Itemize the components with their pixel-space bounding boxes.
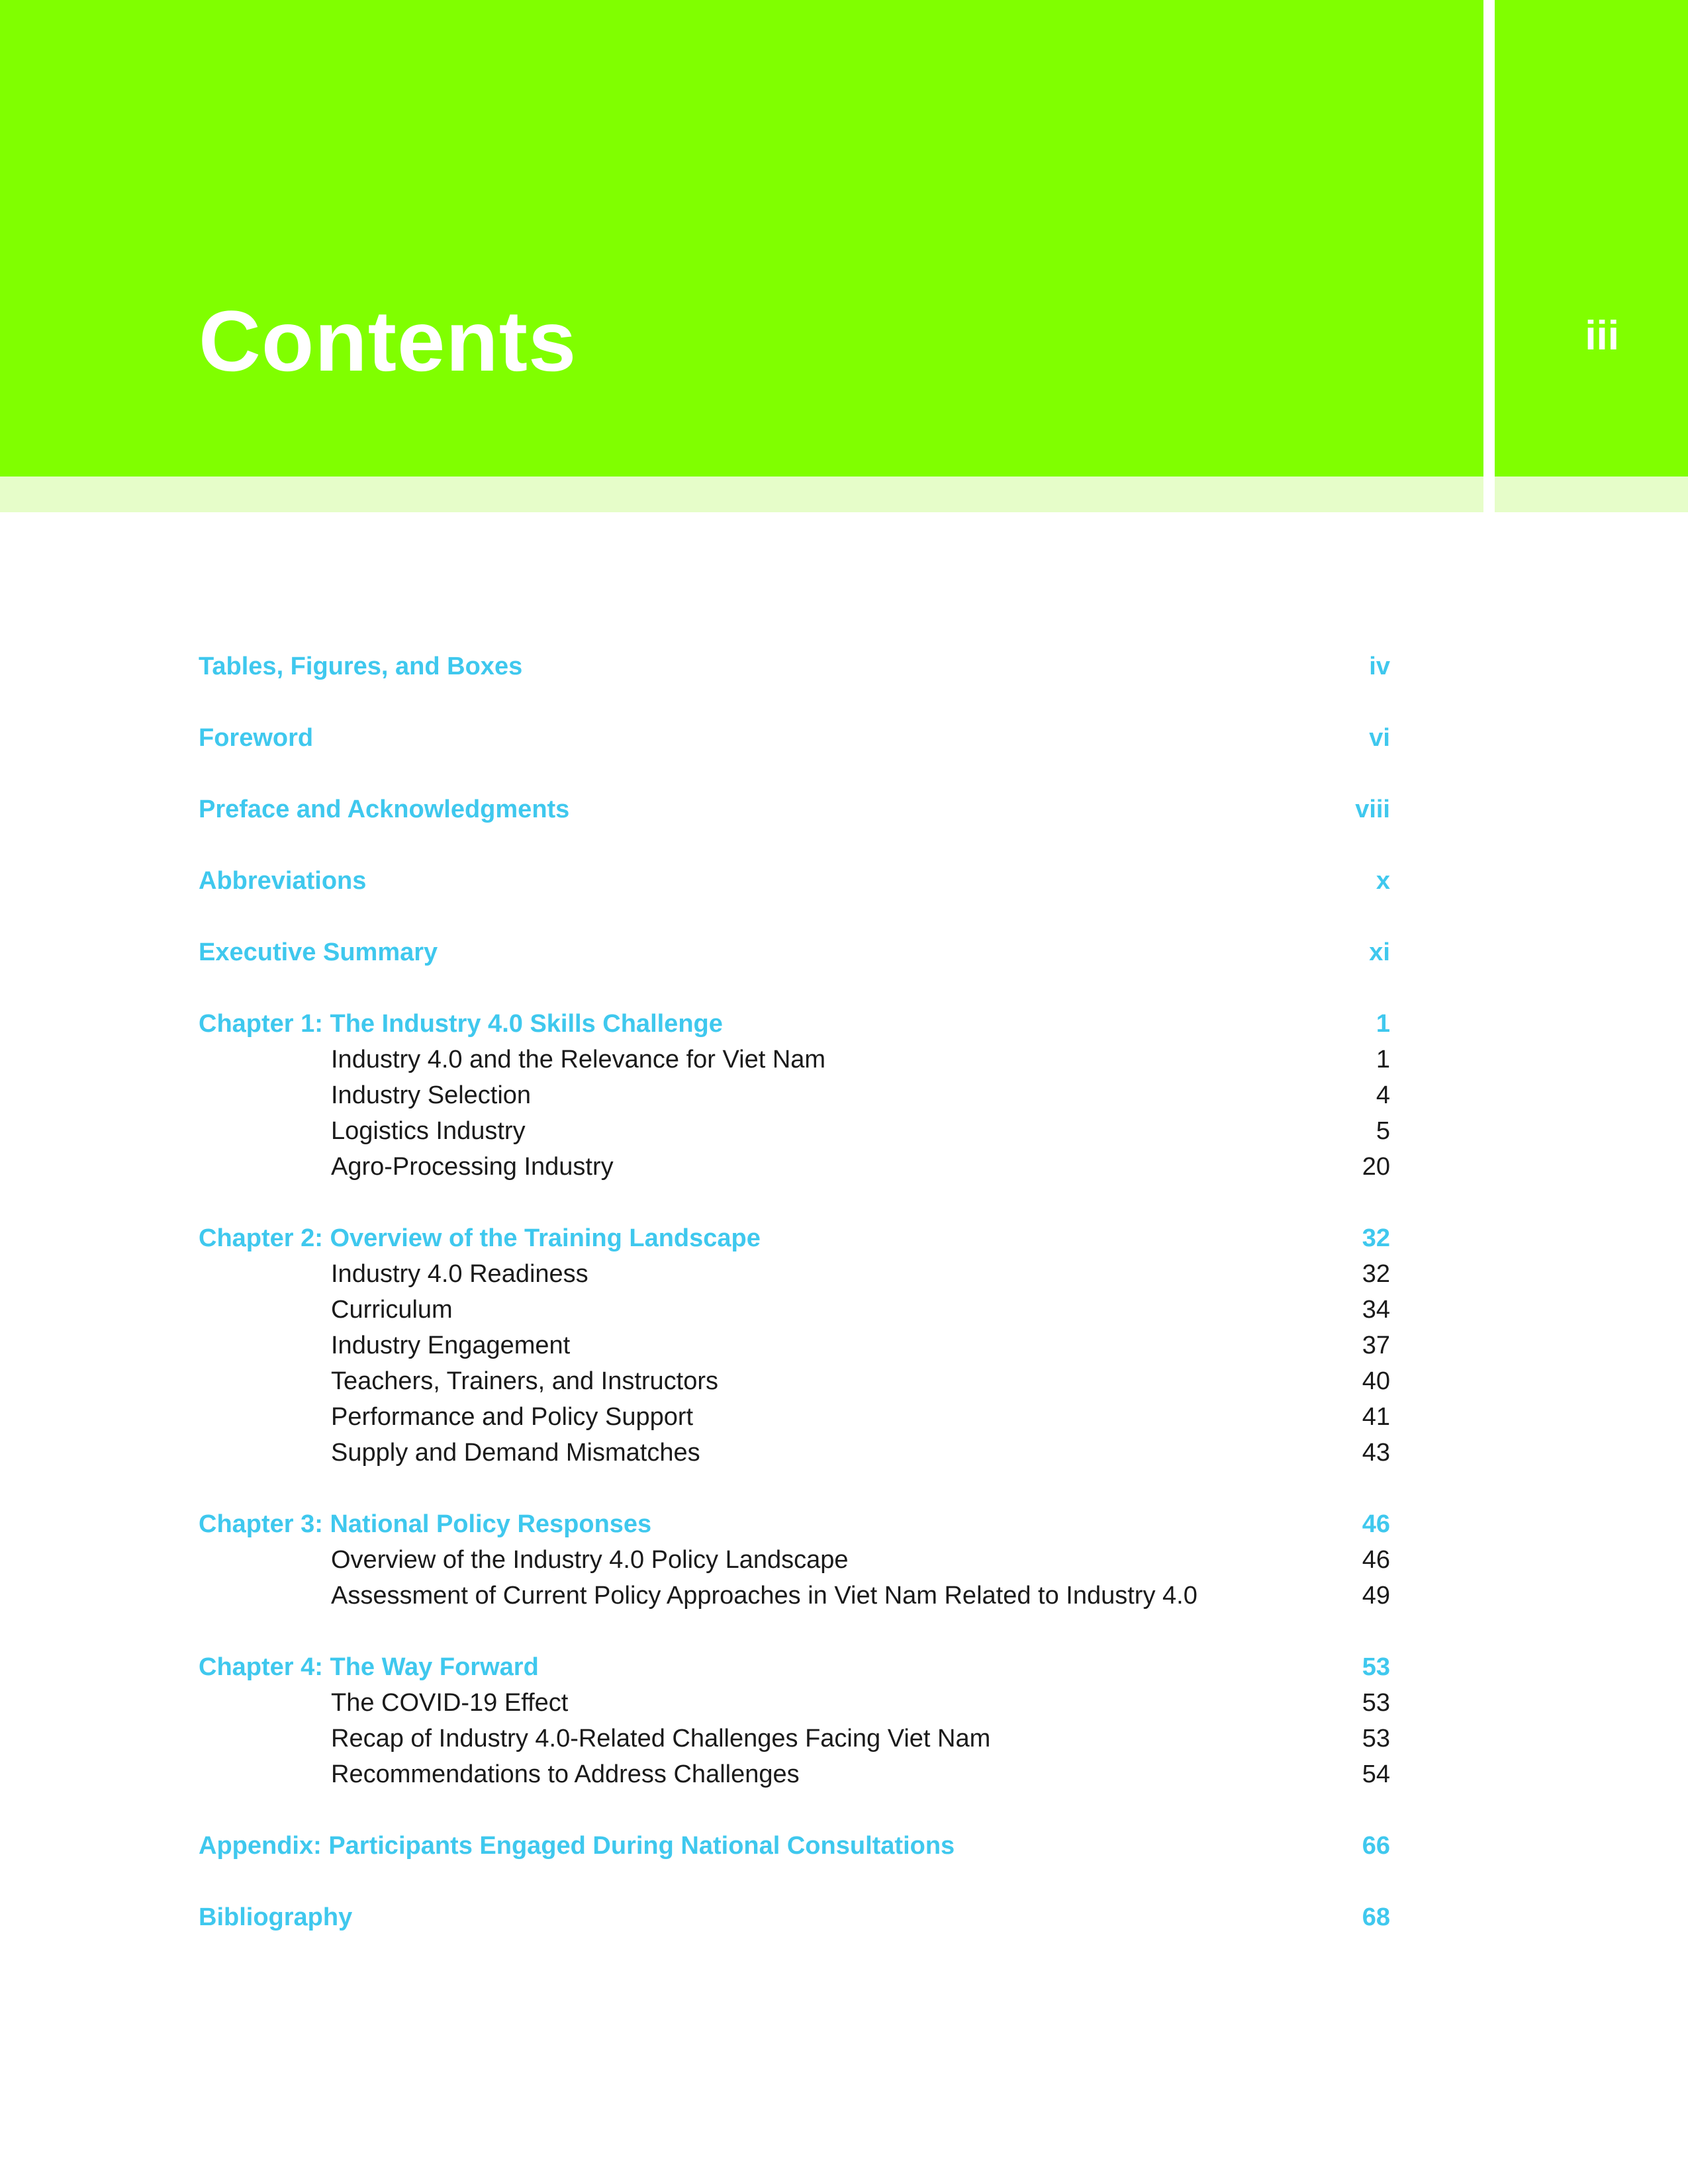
toc-section-label: Recommendations to Address Challenges <box>331 1760 800 1788</box>
header-banner <box>0 0 1483 477</box>
toc-entry-page: xi <box>1369 938 1390 966</box>
toc-entry-tables-figures-boxes <box>199 649 1390 684</box>
toc-section-row[interactable] <box>199 1756 1390 1792</box>
toc-row[interactable] <box>199 720 1390 756</box>
toc-section-page: 49 <box>1362 1582 1390 1610</box>
toc-entry-bibliography <box>199 1899 1390 1935</box>
toc-section-label: Industry 4.0 and the Relevance for Viet Nam <box>331 1046 826 1073</box>
toc-entry-abbreviations <box>199 863 1390 899</box>
toc-chapter-heading[interactable] <box>199 1649 1390 1685</box>
toc-section-page: 40 <box>1362 1367 1390 1395</box>
toc-entry-label: Tables, Figures, and Boxes <box>199 653 523 680</box>
toc-section-page: 46 <box>1362 1546 1390 1574</box>
toc-section-label: The COVID-19 Effect <box>331 1689 569 1717</box>
page-number-banner <box>1495 0 1688 477</box>
toc-section-label: Industry Engagement <box>331 1332 571 1359</box>
toc-section-page: 43 <box>1362 1439 1390 1467</box>
toc-section-page: 34 <box>1362 1296 1390 1324</box>
toc-section-row[interactable] <box>199 1542 1390 1578</box>
toc-chapter-heading[interactable] <box>199 1220 1390 1256</box>
toc-entry-page: x <box>1376 867 1390 895</box>
toc-section-page: 53 <box>1362 1689 1390 1717</box>
toc-section-row[interactable] <box>199 1435 1390 1471</box>
toc-section-label: Logistics Industry <box>331 1117 526 1145</box>
toc-chapter-label: Chapter 1: The Industry 4.0 Skills Challenge <box>199 1010 723 1038</box>
toc-section-row[interactable] <box>199 1113 1390 1149</box>
toc-chapter-heading[interactable] <box>199 1506 1390 1542</box>
toc-entry-label: Executive Summary <box>199 938 438 966</box>
toc-chapter-label: Chapter 4: The Way Forward <box>199 1653 539 1681</box>
page-title: Contents <box>199 293 577 389</box>
header-banner-strip <box>0 477 1483 512</box>
toc-row[interactable] <box>199 1828 1390 1864</box>
toc-section-label: Curriculum <box>331 1296 453 1324</box>
toc-section-page: 54 <box>1362 1760 1390 1788</box>
toc-chapter-2 <box>199 1220 1390 1471</box>
toc-section-row[interactable] <box>199 1042 1390 1077</box>
toc-row[interactable] <box>199 934 1390 970</box>
toc-section-page: 20 <box>1362 1153 1390 1181</box>
toc-section-row[interactable] <box>199 1292 1390 1328</box>
toc-entry-page: iv <box>1369 653 1390 680</box>
toc-entry-label: Appendix: Participants Engaged During National Consultations <box>199 1832 955 1860</box>
toc-section-row[interactable] <box>199 1363 1390 1399</box>
toc-section-label: Industry Selection <box>331 1081 532 1109</box>
toc-entry-appendix <box>199 1828 1390 1864</box>
toc-entry-page: 68 <box>1362 1903 1390 1931</box>
toc-section-label: Agro-Processing Industry <box>331 1153 614 1181</box>
toc-chapter-1 <box>199 1006 1390 1185</box>
toc-chapter-page: 1 <box>1376 1010 1390 1038</box>
table-of-contents <box>199 649 1390 1971</box>
toc-entry-page: viii <box>1355 796 1390 823</box>
toc-section-row[interactable] <box>199 1578 1390 1614</box>
toc-section-row[interactable] <box>199 1328 1390 1363</box>
toc-row[interactable] <box>199 792 1390 827</box>
toc-row[interactable] <box>199 649 1390 684</box>
toc-entry-label: Preface and Acknowledgments <box>199 796 570 823</box>
toc-entry-label: Foreword <box>199 724 314 752</box>
toc-entry-label: Abbreviations <box>199 867 367 895</box>
toc-section-label: Supply and Demand Mismatches <box>331 1439 700 1467</box>
toc-section-row[interactable] <box>199 1077 1390 1113</box>
toc-entry-label: Bibliography <box>199 1903 353 1931</box>
toc-entry-page: 66 <box>1362 1832 1390 1860</box>
toc-section-label: Industry 4.0 Readiness <box>331 1260 588 1288</box>
toc-chapter-page: 32 <box>1362 1224 1390 1252</box>
toc-chapter-heading[interactable] <box>199 1006 1390 1042</box>
toc-section-page: 41 <box>1362 1403 1390 1431</box>
toc-row[interactable] <box>199 863 1390 899</box>
toc-row[interactable] <box>199 1899 1390 1935</box>
toc-chapter-page: 46 <box>1362 1510 1390 1538</box>
toc-section-page: 5 <box>1376 1117 1390 1145</box>
toc-section-label: Recap of Industry 4.0-Related Challenges Facing Viet Nam <box>331 1725 991 1752</box>
toc-section-label: Overview of the Industry 4.0 Policy Landscape <box>331 1546 849 1574</box>
page-number-banner-strip <box>1495 477 1688 512</box>
toc-section-page: 1 <box>1376 1046 1390 1073</box>
toc-chapter-label: Chapter 3: National Policy Responses <box>199 1510 652 1538</box>
toc-section-page: 32 <box>1362 1260 1390 1288</box>
toc-entry-page: vi <box>1369 724 1390 752</box>
toc-section-row[interactable] <box>199 1399 1390 1435</box>
toc-chapter-label: Chapter 2: Overview of the Training Landscape <box>199 1224 761 1252</box>
toc-entry-executive-summary <box>199 934 1390 970</box>
toc-entry-foreword <box>199 720 1390 756</box>
toc-entry-preface <box>199 792 1390 827</box>
toc-chapter-page: 53 <box>1362 1653 1390 1681</box>
toc-section-page: 4 <box>1376 1081 1390 1109</box>
toc-section-page: 53 <box>1362 1725 1390 1752</box>
toc-section-label: Assessment of Current Policy Approaches in Viet Nam Related to Industry 4.0 <box>331 1582 1197 1610</box>
toc-section-row[interactable] <box>199 1149 1390 1185</box>
toc-section-row[interactable] <box>199 1685 1390 1721</box>
toc-chapter-3 <box>199 1506 1390 1614</box>
toc-section-label: Teachers, Trainers, and Instructors <box>331 1367 719 1395</box>
toc-section-row[interactable] <box>199 1256 1390 1292</box>
toc-section-label: Performance and Policy Support <box>331 1403 694 1431</box>
toc-section-page: 37 <box>1362 1332 1390 1359</box>
toc-chapter-4 <box>199 1649 1390 1792</box>
toc-section-row[interactable] <box>199 1721 1390 1756</box>
page-number: iii <box>1585 313 1619 359</box>
